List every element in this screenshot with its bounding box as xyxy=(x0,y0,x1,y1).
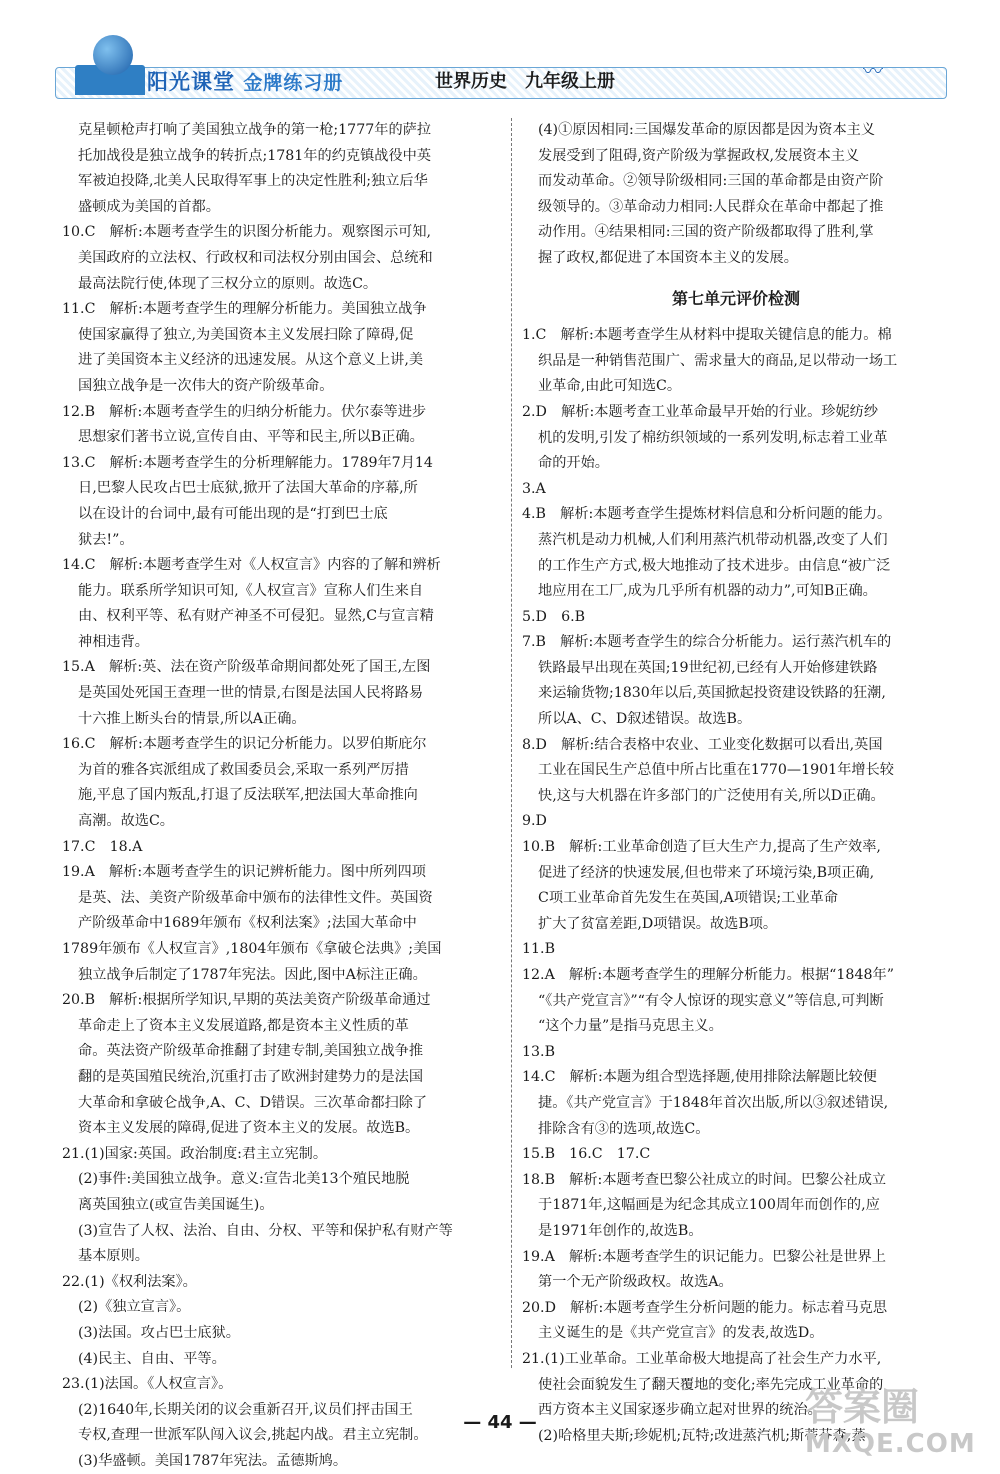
text-line: 1789年颁布《人权宣言》,1804年颁布《拿破仑法典》;美国 xyxy=(62,941,442,957)
text-line: 是英国处死国王查理一世的情景,右图是法国人民将路易 xyxy=(78,685,424,702)
section-title: 第七单元评价检测 xyxy=(671,288,800,308)
text-line: 握了政权,都促进了本国资本主义的发展。 xyxy=(538,249,798,266)
text-line: 以在设计的台词中,最有可能出现的是“打到巴士底 xyxy=(78,505,388,522)
page-header xyxy=(55,35,945,105)
column-divider xyxy=(511,118,512,1368)
text-line: 的工作生产方式,极大地推动了技术进步。由信息“被广泛 xyxy=(538,557,891,574)
text-line: 机的发明,引发了棉纺织领域的一系列发明,标志着工业革 xyxy=(538,429,888,446)
text-line: (2)哈格里夫斯;珍妮机;瓦特;改进蒸汽机;斯蒂芬森;蒸 xyxy=(538,1427,866,1444)
text-line: 业革命,由此可知选C。 xyxy=(538,378,682,395)
text-line: 15.B 16.C 17.C xyxy=(522,1146,651,1163)
text-line: 19.A 解析:本题考查学生的识记辨析能力。图中所列四项 xyxy=(62,864,426,881)
text-line: (3)法国。攻占巴士底狱。 xyxy=(78,1324,240,1341)
text-line: (4)①原因相同:三国爆发革命的原因都是因为资本主义 xyxy=(538,122,876,138)
text-line: 进了美国资本主义经济的迅速发展。从这个意义上讲,美 xyxy=(78,352,424,369)
text-line: 20.B 解析:根据所学知识,早期的英法美资产阶级革命通过 xyxy=(62,992,431,1009)
text-line: 来运输货物;1830年以后,英国掀起投资建设铁路的狂潮, xyxy=(538,685,886,702)
text-line: 快,这与大机器在许多部门的广泛使用有关,所以D正确。 xyxy=(538,787,885,804)
text-line: 十六推上断头台的情景,所以A正确。 xyxy=(78,710,306,727)
text-line: 国独立战争是一次伟大的资产阶级革命。 xyxy=(78,377,334,394)
text-line: 为首的雅各宾派组成了救国委员会,采取一系列严厉措 xyxy=(78,761,409,778)
text-line: 离英国独立(或宣告美国诞生)。 xyxy=(78,1196,274,1213)
text-line: 于1871年,这幅画是为纪念其成立100周年而创作的,应 xyxy=(538,1197,880,1214)
text-line: 施,平息了国内叛乱,打退了反法联军,把法国大革命推向 xyxy=(78,787,418,804)
watermark-line1: 答案圈 xyxy=(805,1385,920,1429)
text-line: 翻的是英国殖民统治,沉重打击了欧洲封建势力的是法国 xyxy=(78,1068,424,1085)
text-line: (3)华盛顿。美国1787年宪法。孟德斯鸠。 xyxy=(78,1452,348,1469)
watermark xyxy=(805,1385,995,1465)
brand-series: 金牌练习册 xyxy=(243,72,344,94)
bird-icon: 〰 xyxy=(863,59,883,83)
text-line: 20.D 解析:本题考查学生分析问题的能力。标志着马克思 xyxy=(522,1299,888,1316)
text-line: (2)事件:美国独立战争。意义:宣告北美13个殖民地脱 xyxy=(78,1171,410,1188)
page-number: — 44 — xyxy=(463,1412,537,1433)
text-line: 铁路最早出现在英国;19世纪初,已经有人开始修建铁路 xyxy=(538,659,878,676)
text-line: 18.B 解析:本题考查巴黎公社成立的时间。巴黎公社成立 xyxy=(522,1171,887,1188)
text-line: 军被迫投降,北美人民取得军事上的决定性胜利;独立后华 xyxy=(78,173,428,190)
text-line: 命的开始。 xyxy=(538,455,609,472)
text-line: 21.(1)工业革命。工业革命极大地提高了社会生产力水平, xyxy=(522,1350,882,1367)
text-line: 1.C 解析:本题考查学生从材料中提取关键信息的能力。棉 xyxy=(522,327,892,344)
text-line: 独立战争后制定了1787年宪法。因此,图中A标注正确。 xyxy=(78,966,427,983)
right-column-bottom xyxy=(522,323,950,1449)
text-line: 盛顿成为美国的首都。 xyxy=(78,198,220,215)
text-line: 发展受到了阻碍,资产阶级为掌握政权,发展资本主义 xyxy=(538,147,860,164)
text-line: 托加战役是独立战争的转折点;1781年的约克镇战役中英 xyxy=(78,147,432,164)
subject-title: 世界历史 九年级上册 xyxy=(435,71,615,92)
text-line: 9.D xyxy=(522,813,547,830)
text-line: 5.D 6.B xyxy=(522,608,586,625)
text-line: 促进了经济的快速发展,但也带来了环境污染,B项正确, xyxy=(538,864,875,881)
text-line: 资本主义发展的障碍,促进了资本主义的发展。故选B。 xyxy=(78,1120,420,1137)
text-line: 而发动革命。②领导阶级相同:三国的革命都是由资产阶 xyxy=(538,173,884,190)
text-line: 美国政府的立法权、行政权和司法权分别由国会、总统和 xyxy=(78,249,433,266)
text-line: 2.D 解析:本题考查工业革命最早开始的行业。珍妮纺纱 xyxy=(522,403,879,420)
text-line: 13.C 解析:本题考查学生的分析理解能力。1789年7月14 xyxy=(62,454,433,471)
text-line: 高潮。故选C。 xyxy=(78,813,174,830)
text-line: 8.D 解析:结合表格中农业、工业变化数据可以看出,英国 xyxy=(522,736,883,753)
text-line: 10.B 解析:工业革命创造了巨大生产力,提高了生产效率, xyxy=(522,839,881,856)
text-line: 织品是一种销售范围广、需求量大的商品,足以带动一场工 xyxy=(538,352,898,369)
text-line: 22.(1)《权利法案》。 xyxy=(62,1273,197,1290)
text-line: 由、权利平等、私有财产神圣不可侵犯。显然,C与宣言精 xyxy=(78,608,434,625)
right-column-top xyxy=(522,118,950,272)
text-line: 革命走上了资本主义发展道路,都是资本主义性质的革 xyxy=(78,1017,409,1034)
text-line: 15.A 解析:英、法在资产阶级革命期间都处死了国王,左图 xyxy=(62,659,431,676)
text-line: 命。英法资产阶级革命推翻了封建专制,美国独立战争推 xyxy=(78,1043,424,1060)
text-line: 7.B 解析:本题考查学生的综合分析能力。运行蒸汽机车的 xyxy=(522,634,892,651)
text-line: (2)1640年,长期关闭的议会重新召开,议员们抨击国王 xyxy=(78,1401,413,1418)
text-line: 地应用在工厂,成为几乎所有机器的动力”,可知B正确。 xyxy=(538,583,877,600)
text-line: 10.C 解析:本题考查学生的识图分析能力。观察图示可知, xyxy=(62,224,432,241)
text-line: 最高法院行使,体现了三权分立的原则。故选C。 xyxy=(78,275,378,292)
text-line: 能力。联系所学知识可知,《人权宣言》宣称人们生来自 xyxy=(78,582,424,599)
text-line: 扩大了贫富差距,D项错误。故选B项。 xyxy=(538,915,778,932)
text-line: 捷。《共产党宣言》于1848年首次出版,所以③叙述错误, xyxy=(538,1094,889,1111)
left-column xyxy=(62,118,502,1474)
text-line: 神相违背。 xyxy=(78,633,149,650)
text-line: 23.(1)法国。《人权宣言》。 xyxy=(62,1376,233,1393)
text-line: 12.A 解析:本题考查学生的理解分析能力。根据“1848年” xyxy=(522,967,894,983)
brand-name: 阳光课堂 xyxy=(147,70,235,94)
globe-icon xyxy=(93,35,133,75)
text-line: 级领导的。③革命动力相同:人民群众在革命中都起了推 xyxy=(538,198,884,215)
text-line: 蒸汽机是动力机械,人们利用蒸汽机带动机器,改变了人们 xyxy=(538,531,888,548)
text-line: 主义诞生的是《共产党宣言》的发表,故选D。 xyxy=(538,1325,824,1342)
text-line: C项工业革命首先发生在英国,A项错误;工业革命 xyxy=(538,890,838,907)
text-line: 狱去!”。 xyxy=(78,531,134,548)
text-line: 14.C 解析:本题为组合型选择题,使用排除法解题比较便 xyxy=(522,1069,877,1086)
text-line: 12.B 解析:本题考查学生的归纳分析能力。伏尔泰等进步 xyxy=(62,403,427,420)
text-line: 大革命和拿破仑战争,A、C、D错误。三次革命都扫除了 xyxy=(78,1094,428,1111)
text-line: 使国家赢得了独立,为美国资本主义发展扫除了障碍,促 xyxy=(78,326,414,343)
right-column xyxy=(522,118,950,1449)
text-line: 17.C 18.A xyxy=(62,838,143,855)
text-line: 11.B xyxy=(522,941,555,958)
text-line: 动作用。④结果相同:三国的资产阶级都取得了胜利,掌 xyxy=(538,224,874,241)
text-line: 工业在国民生产总值中所占比重在1770—1901年增长较 xyxy=(538,762,894,779)
text-line: (3)宣告了人权、法治、自由、分权、平等和保护私有财产等 xyxy=(78,1222,453,1239)
watermark-line2: MXQE.COM xyxy=(805,1429,976,1459)
text-line: 19.A 解析:本题考查学生的识记能力。巴黎公社是世界上 xyxy=(522,1248,886,1265)
text-line: 所以A、C、D叙述错误。故选B。 xyxy=(538,711,752,728)
text-line: 14.C 解析:本题考查学生对《人权宣言》内容的了解和辨析 xyxy=(62,557,441,574)
text-line: 13.B xyxy=(522,1043,555,1060)
text-line: 克星顿枪声打响了美国独立战争的第一枪;1777年的萨拉 xyxy=(78,122,432,138)
text-line: 西方资本主义国家逐步确立起对世界的统治。 xyxy=(538,1402,822,1419)
text-line: 基本原则。 xyxy=(78,1248,149,1265)
text-line: 思想家们著书立说,宣传自由、平等和民主,所以B正确。 xyxy=(78,429,424,446)
text-line: 是1971年创作的,故选B。 xyxy=(538,1222,703,1239)
brand-title xyxy=(147,67,343,97)
text-line: 排除含有③的选项,故选C。 xyxy=(538,1120,710,1137)
text-line: 日,巴黎人民攻占巴士底狱,掀开了法国大革命的序幕,所 xyxy=(78,480,418,497)
text-line: (4)民主、自由、平等。 xyxy=(78,1350,226,1367)
text-line: 16.C 解析:本题考查学生的识记分析能力。以罗伯斯庇尔 xyxy=(62,736,427,753)
text-line: 21.(1)国家:英国。政治制度:君主立宪制。 xyxy=(62,1145,328,1162)
text-line: 产阶级革命中1689年颁布《权利法案》;法国大革命中 xyxy=(78,915,417,932)
text-line: “《共产党宣言》”“有令人惊讶的现实意义”等信息,可判断 xyxy=(538,992,884,1009)
text-line: 专权,查理一世派军队闯入议会,挑起内战。君主立宪制。 xyxy=(78,1427,428,1444)
text-line: 11.C 解析:本题考查学生的理解分析能力。美国独立战争 xyxy=(62,301,427,318)
text-line: 3.A xyxy=(522,480,546,497)
text-line: 使社会面貌发生了翻天覆地的变化;率先完成工业革命的 xyxy=(538,1376,884,1393)
text-line: 是英、法、美资产阶级革命中颁布的法律性文件。英国资 xyxy=(78,889,433,906)
text-line: 4.B 解析:本题考查学生提炼材料信息和分析问题的能力。 xyxy=(522,506,892,523)
text-line: 第一个无产阶级政权。故选A。 xyxy=(538,1274,733,1291)
text-line: (2)《独立宣言》。 xyxy=(78,1299,191,1316)
text-line: “这个力量”是指马克思主义。 xyxy=(538,1018,723,1035)
